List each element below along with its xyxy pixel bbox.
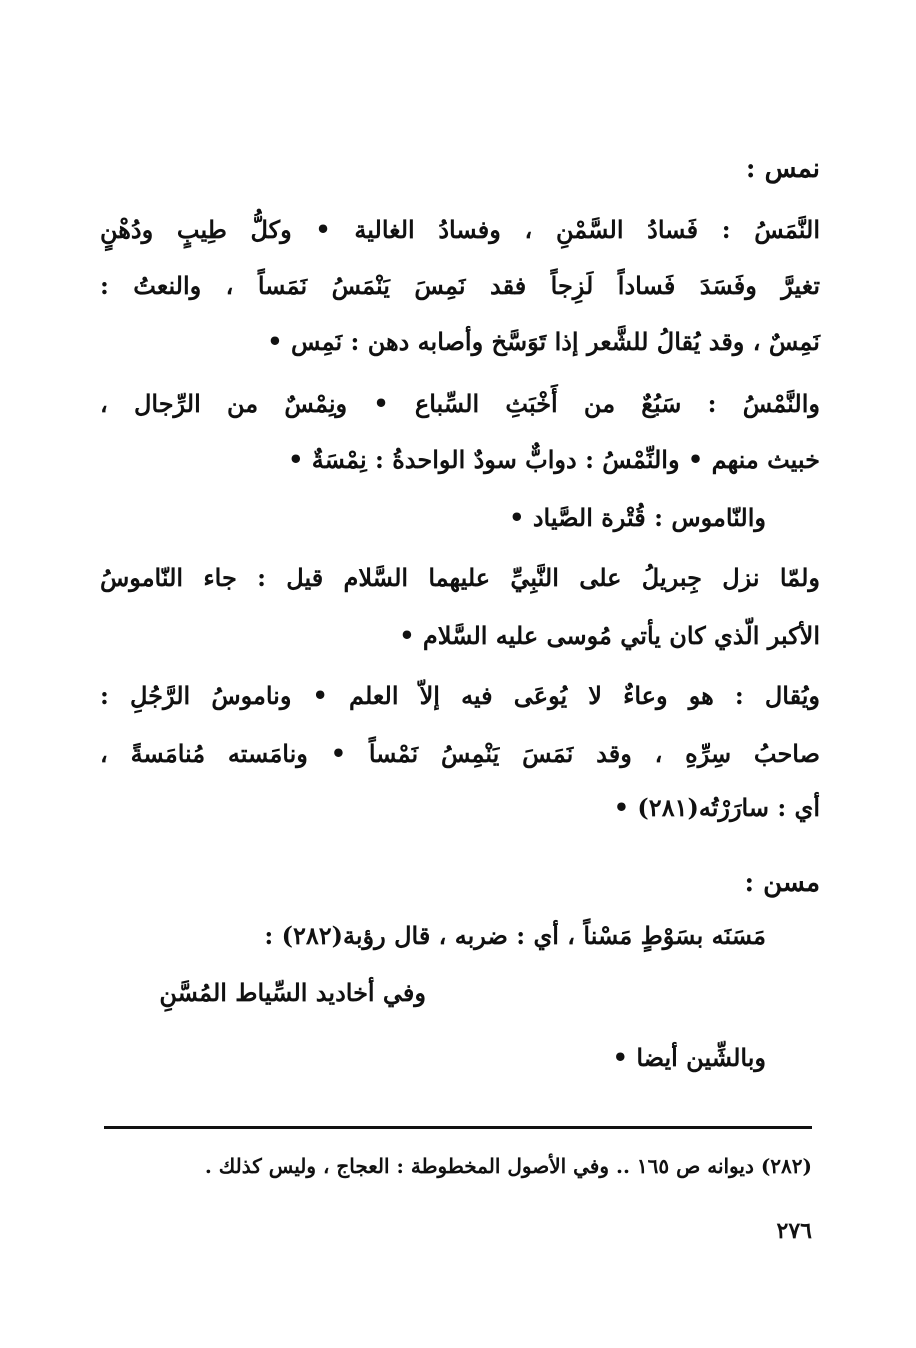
footnote: (٢٨٢) ديوانه ص ١٦٥ .. وفي الأصول المخطوطة : العجاج ، وليس كذلك . bbox=[204, 1154, 812, 1178]
poetry-verse: وفي أخاديد السِّياط المُسَّنِ bbox=[159, 978, 426, 1007]
text-line: خبيث منهم • والنِّمْسُ : دوابٌّ سودٌ الواحدةُ : نِمْسَةٌ • bbox=[288, 445, 820, 474]
text-line: والنّاموس : قُتْرة الصَّياد • bbox=[509, 503, 766, 532]
text-line: وبالشِّين أيضا • bbox=[612, 1043, 766, 1072]
text-line: ويُقال : هو وعاءٌ لا يُوعَى فيه إلاّ العلم • وناموسُ الرَّجُلِ : bbox=[100, 681, 820, 710]
text-line: ولمّا نزل جِبريلُ على النَّبِيِّ عليهما السَّلام قيل : جاء النّاموسُ bbox=[100, 563, 820, 592]
page-number: ٢٧٦ bbox=[776, 1218, 812, 1244]
text-line: تغيرَّ وفَسَدَ فَساداً لَزِجاً فقد نَمِسَ يَنْمَسُ نَمَساً ، والنعتُ : bbox=[100, 271, 820, 300]
footnote-divider bbox=[104, 1126, 812, 1129]
text-line: صاحبُ سِرِّهِ ، وقد نَمَسَ يَنْمِسُ نَمْساً • ونامَسته مُنامَسةً ، bbox=[100, 739, 820, 768]
text-line: النَّمَسُ : فَسادُ السَّمْنِ ، وفسادُ الغالية • وكلُّ طِيبٍ ودُهْنٍ bbox=[100, 215, 820, 244]
entry-heading-msn: مسن : bbox=[744, 868, 820, 898]
text-line: نَمِسٌ ، وقد يُقالُ للشَّعر إذا تَوَسَّخ وأصابه دهن : نَمِس • bbox=[267, 327, 820, 356]
text-line: والنَّمْسُ : سَبُعٌ من أَخْبَثِ السِّباع • ونِمْسٌ من الرِّجال ، bbox=[100, 389, 820, 418]
entry-heading-nms: نمس : bbox=[745, 154, 820, 184]
text-line: مَسَنَه بسَوْطٍ مَسْناً ، أي : ضربه ، قال رؤبة(٢٨٢) : bbox=[264, 921, 766, 950]
text-line: أي : سارَرْتُه(٢٨١) • bbox=[613, 793, 820, 822]
text-line: الأكبر الّذي كان يأتي مُوسى عليه السَّلام • bbox=[399, 621, 820, 650]
